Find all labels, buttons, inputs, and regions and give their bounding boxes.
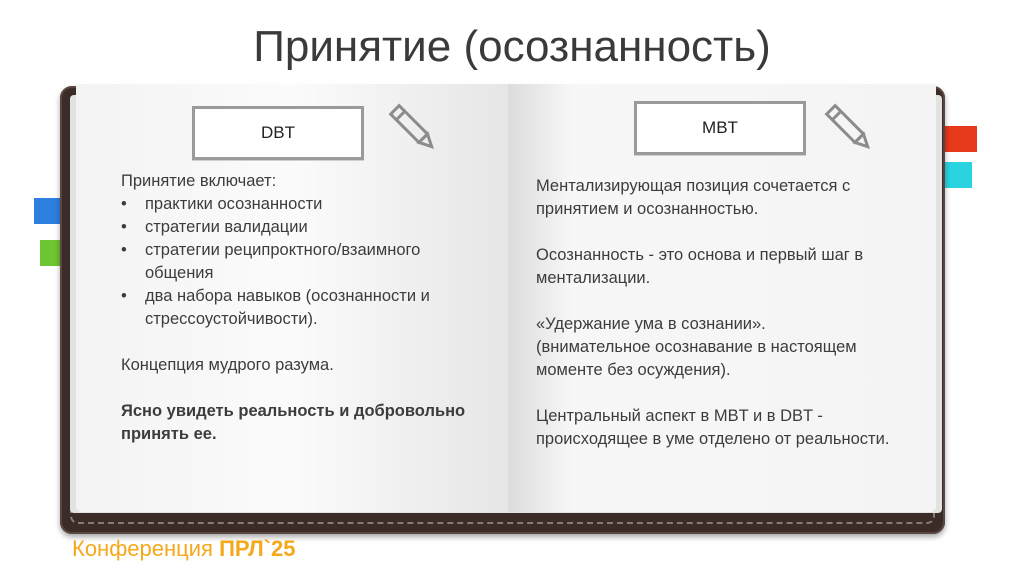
dbt-bold-text: Ясно увидеть реальность и добровольно принять ее.: [121, 402, 466, 443]
dbt-intro: Принятие включает:: [121, 172, 277, 190]
list-item: • два набора навыков (осознанности и стрессоустойчивости).: [145, 285, 455, 331]
mbt-content: [536, 175, 906, 451]
dbt-concept: Концепция мудрого разума.: [121, 356, 334, 374]
pencil-icon: [386, 100, 442, 158]
conference-footer: [72, 536, 295, 562]
mbt-label-box: [634, 101, 806, 155]
mbt-paragraph-3b: (внимательное осознавание в настоящем моменте без осуждения).: [536, 338, 857, 379]
dbt-label: DBT: [261, 123, 295, 142]
list-item: • стратегии валидации: [145, 216, 481, 239]
mbt-paragraph-3a: «Удержание ума в сознании».: [536, 315, 766, 333]
dbt-content: [121, 170, 481, 446]
footer-brand: ПРЛ`25: [219, 536, 296, 561]
dbt-label-box: [192, 106, 364, 160]
mbt-paragraph-1: Ментализирующая позиция сочетается с принятием и осознанностью.: [536, 177, 851, 218]
list-item: • практики осознанности: [145, 193, 481, 216]
mbt-paragraph-4: Центральный аспект в MBT и в DBT - происходящее в уме отделено от реальности.: [536, 407, 890, 448]
mbt-label: MBT: [702, 118, 738, 137]
slide-title: Принятие (осознанность): [253, 22, 771, 71]
list-item: • стратегии реципроктного/взаимного общения: [145, 239, 445, 285]
footer-conference: Конференция: [72, 536, 213, 561]
dbt-list: [121, 193, 481, 331]
mbt-paragraph-2: Осознанность - это основа и первый шаг в ментализации.: [536, 246, 864, 287]
pencil-icon: [822, 100, 878, 158]
